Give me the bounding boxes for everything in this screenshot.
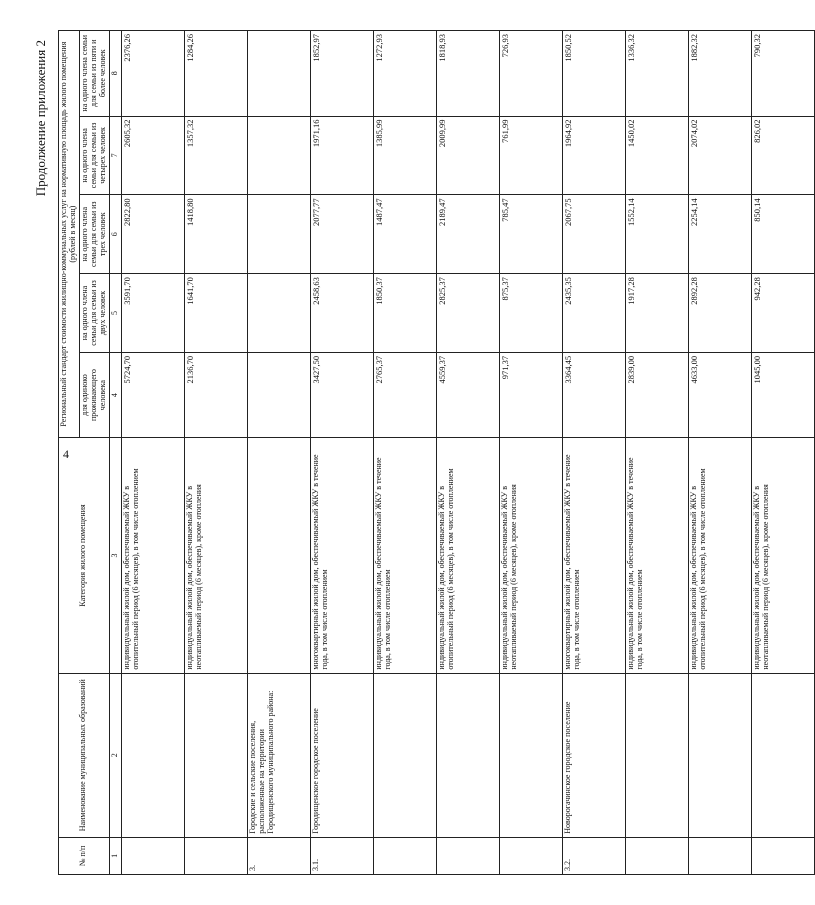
standard-value: 2435,35 (562, 274, 625, 353)
row-number (121, 837, 184, 874)
row-number (625, 837, 688, 874)
column-number: 5 (109, 274, 121, 353)
standard-value: 3591,70 (121, 274, 184, 353)
header-sub: для одиноко проживающего человека (79, 352, 109, 437)
standard-value: 1850,52 (562, 31, 625, 117)
continuation-label: Продолжение приложения 2 (33, 40, 48, 197)
row-number: 3.1. (310, 837, 373, 874)
dwelling-category: индивидуальный жилой дом, обеспечиваемый ЖКУ в отопительный период (6 месяцев), в том числе отоплением (436, 438, 499, 673)
standard-value: 826,02 (751, 116, 814, 195)
standard-value: 726,93 (499, 31, 562, 117)
header-group: Региональный стандарт стоимости жилищно-коммунальных услуг на нормативную площадь жилого помещения (рублей в месяц) (59, 31, 80, 438)
standard-value: 2077,77 (310, 195, 373, 274)
standard-value: 1852,97 (310, 31, 373, 117)
standard-value: 1641,70 (184, 274, 247, 353)
column-number: 6 (109, 195, 121, 274)
standard-value: 1917,28 (625, 274, 688, 353)
column-number: 4 (109, 352, 121, 437)
standard-value: 790,32 (751, 31, 814, 117)
standard-value: 2765,37 (373, 352, 436, 437)
standard-value: 971,37 (499, 352, 562, 437)
standard-value (247, 31, 310, 117)
standard-value: 1336,32 (625, 31, 688, 117)
table-row (499, 31, 562, 875)
standard-value: 2892,28 (688, 274, 751, 353)
standard-value: 2458,63 (310, 274, 373, 353)
municipality-name (688, 673, 751, 837)
row-number (184, 837, 247, 874)
standard-value (247, 274, 310, 353)
standard-value: 1818,93 (436, 31, 499, 117)
standard-value: 1964,92 (562, 116, 625, 195)
standard-value (247, 195, 310, 274)
table-row (751, 31, 814, 875)
dwelling-category: многоквартирный жилой дом, обеспечиваемый ЖКУ в течение года, в том числе отоплением (562, 438, 625, 673)
municipality-name (121, 673, 184, 837)
column-number: 7 (109, 116, 121, 195)
dwelling-category: индивидуальный жилой дом, обеспечиваемый ЖКУ в отопительный период (6 месяцев), в том числе отоплением (121, 438, 184, 673)
dwelling-category: индивидуальный жилой дом, обеспечиваемый ЖКУ в неотапливаемый период (6 месяцев), кроме отопления (184, 438, 247, 673)
municipality-name (499, 673, 562, 837)
standard-value (247, 352, 310, 437)
standard-value: 785,47 (499, 195, 562, 274)
standard-value: 1045,00 (751, 352, 814, 437)
standard-value: 2189,47 (436, 195, 499, 274)
standard-value (247, 116, 310, 195)
standard-value: 875,37 (499, 274, 562, 353)
table-row (121, 31, 184, 875)
table-row (436, 31, 499, 875)
standard-value: 3364,45 (562, 352, 625, 437)
municipality-name (184, 673, 247, 837)
dwelling-category: индивидуальный жилой дом, обеспечиваемый ЖКУ в течение года, в том числе отоплением (373, 438, 436, 673)
standard-value: 2825,37 (436, 274, 499, 353)
municipality-name: Городищенское городское поселение (310, 673, 373, 837)
standard-value: 1385,99 (373, 116, 436, 195)
municipality-name (625, 673, 688, 837)
table-row (373, 31, 436, 875)
standard-value: 3427,50 (310, 352, 373, 437)
column-number: 2 (109, 673, 121, 837)
header-sub: на одного члена семьи для семьи из четырех человек (79, 116, 109, 195)
column-number: 8 (109, 31, 121, 117)
standard-value: 1418,80 (184, 195, 247, 274)
row-number (436, 837, 499, 874)
tariff-table (58, 30, 815, 875)
standard-value: 1552,14 (625, 195, 688, 274)
standard-value: 2605,32 (121, 116, 184, 195)
page-number: 4 (63, 447, 69, 461)
table-row (688, 31, 751, 875)
header-no: № п/п (59, 837, 110, 874)
standard-value: 4633,00 (688, 352, 751, 437)
standard-value: 4559,37 (436, 352, 499, 437)
table-row (562, 31, 625, 875)
standard-value: 942,28 (751, 274, 814, 353)
municipality-name: Городские и сельские поселения, расположенные на территории Городищенского муниципального района: (247, 673, 310, 837)
header-sub: на одного члена семьи для семьи из пяти и более человек (79, 31, 109, 117)
header-sub: на одного члена семьи для семьи из двух человек (79, 274, 109, 353)
standard-value: 2009,99 (436, 116, 499, 195)
column-number: 3 (109, 438, 121, 673)
table-row (310, 31, 373, 875)
municipality-name (373, 673, 436, 837)
row-number: 3. (247, 837, 310, 874)
dwelling-category: индивидуальный жилой дом, обеспечиваемый ЖКУ в течение года, в том числе отоплением (625, 438, 688, 673)
dwelling-category (247, 438, 310, 673)
standard-value: 2254,14 (688, 195, 751, 274)
standard-value: 1357,32 (184, 116, 247, 195)
standard-value: 1850,37 (373, 274, 436, 353)
standard-value: 2822,80 (121, 195, 184, 274)
standard-value: 2074,02 (688, 116, 751, 195)
row-number (373, 837, 436, 874)
dwelling-category: многоквартирный жилой дом, обеспечиваемый ЖКУ в течение года, в том числе отоплением (310, 438, 373, 673)
dwelling-category: индивидуальный жилой дом, обеспечиваемый ЖКУ в неотапливаемый период (6 месяцев), кроме отопления (751, 438, 814, 673)
municipality-name (751, 673, 814, 837)
dwelling-category: индивидуальный жилой дом, обеспечиваемый ЖКУ в неотапливаемый период (6 месяцев), кроме отопления (499, 438, 562, 673)
header-name: Наименование муниципальных образований (59, 673, 110, 837)
standard-value: 761,99 (499, 116, 562, 195)
standard-value: 1971,16 (310, 116, 373, 195)
header-sub: на одного члена семьи для семьи из трех человек (79, 195, 109, 274)
row-number (688, 837, 751, 874)
standard-value: 850,14 (751, 195, 814, 274)
standard-value: 1882,32 (688, 31, 751, 117)
standard-value: 1284,26 (184, 31, 247, 117)
standard-value: 1450,02 (625, 116, 688, 195)
header-category: Категория жилого помещения (59, 438, 110, 673)
table-row (625, 31, 688, 875)
standard-value: 2067,75 (562, 195, 625, 274)
standard-value: 2136,70 (184, 352, 247, 437)
table-row (247, 31, 310, 875)
municipality-name (436, 673, 499, 837)
municipality-name: Новорогачинское городское поселение (562, 673, 625, 837)
dwelling-category: индивидуальный жилой дом, обеспечиваемый ЖКУ в отопительный период (6 месяцев), в том числе отоплением (688, 438, 751, 673)
standard-value: 5724,70 (121, 352, 184, 437)
row-number: 3.2. (562, 837, 625, 874)
standard-value: 1272,93 (373, 31, 436, 117)
standard-value: 2839,00 (625, 352, 688, 437)
rotated-page (30, 30, 770, 875)
standard-value: 2376,26 (121, 31, 184, 117)
standard-value: 1487,47 (373, 195, 436, 274)
row-number (751, 837, 814, 874)
column-number: 1 (109, 837, 121, 874)
row-number (499, 837, 562, 874)
table-row (184, 31, 247, 875)
